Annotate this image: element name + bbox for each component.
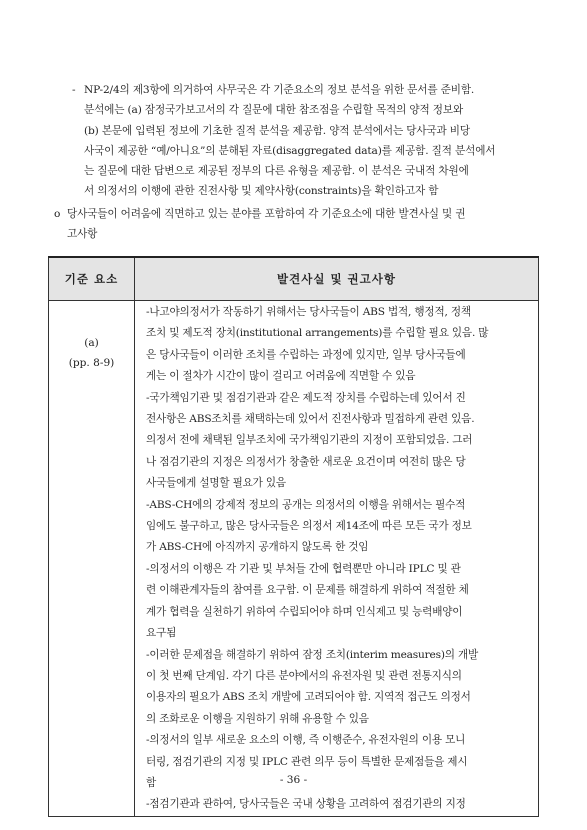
findings-line: 나 점검기관의 지정은 의정서가 창출한 새로운 요건이며 여전히 많은 당 (146, 455, 466, 468)
findings-line: 임에도 불구하고, 많은 당사국들은 의정서 제14조에 따른 모든 국가 정보 (146, 520, 472, 533)
findings-line: 이 첫 번째 단계임. 각기 다른 분야에서의 유전자원 및 관련 전통지식의 (146, 669, 462, 682)
intro-line: 분석에는 (a) 잠정국가보고서의 각 질문에 대한 참조점을 수립할 목적의 양적 정보와 (84, 104, 464, 117)
findings-line: -점검기관과 관하여, 당사국들은 국내 상황을 고려하여 점검기관의 지정 (146, 798, 466, 811)
intro-line: 사국이 제공한 “예/아니요”의 분해된 자료(disaggregated data)를 제공함. 질적 분석에서 (84, 144, 496, 157)
findings-line: 함 (146, 776, 157, 789)
criterion-cell (49, 301, 135, 817)
findings-line: -국가책임기관 및 점검기관과 같은 제도적 장치를 수립하는데 있어서 진 (146, 391, 466, 404)
intro-paragraph (72, 80, 534, 202)
findings-line: 요구됨 (146, 627, 177, 640)
findings-line: 가 ABS-CH에 아직까지 공개하지 않도록 한 것임 (146, 541, 369, 554)
dash-marker: - (72, 84, 76, 96)
bullet-marker: o (54, 208, 61, 220)
header-criterion: 기준 요소 (49, 257, 135, 301)
intro-line: (b) 본문에 입력된 정보에 기초한 질적 분석을 제공함. 양적 분석에서는 당사국과 비당 (84, 124, 470, 137)
findings-line: 련 이해관계자들의 참여를 요구함. 이 문제를 해결하게 위하여 적절한 체 (146, 584, 469, 597)
findings-line: -나고야의정서가 작동하기 위해서는 당사국들이 ABS 법적, 행정적, 정책 (146, 306, 471, 318)
findings-cell (135, 301, 539, 817)
findings-line: 조치 및 제도적 장치(institutional arrangements)를 수립할 필요 있음. 많 (146, 327, 489, 340)
findings-line: 계가 협력을 실천하기 위하여 수립되어야 하며 인식제고 및 능력배양이 (146, 605, 463, 618)
findings-line: -의정서의 이행은 각 기관 및 부처들 간에 협력뿐만 아니라 IPLC 및 관 (146, 562, 461, 575)
findings-line: 이용자의 필요가 ABS 조치 개발에 고려되어야 함. 지역적 접근도 의정서 (146, 691, 471, 704)
intro-line: NP-2/4의 제3항에 의거하여 사무국은 각 기준요소의 정보 분석을 위한 문서를 준비함. (84, 84, 475, 96)
findings-line: 전사항은 ABS조치를 채택하는데 있어서 진전사항과 밀접하게 관련 있음. (146, 413, 475, 426)
intro-line: 는 질문에 대한 답변으로 제공된 정부의 다른 유형을 제공함. 이 분석은 국내적 차원에 (84, 165, 469, 178)
page-number: - 36 - (279, 774, 308, 786)
findings-line: 게는 이 절차가 시간이 많이 걸리고 어려움에 직면할 수 있음 (146, 370, 416, 383)
findings-line: 의 조화로운 이행을 지원하기 위해 유용할 수 있음 (146, 712, 369, 725)
table-header-row (49, 257, 539, 301)
intro-first-line (72, 80, 534, 100)
bullet-line: 당사국들이 어려움에 직면하고 있는 분야를 포함하여 각 기준요소에 대한 발견사실 및 권 (67, 208, 466, 220)
findings-line: 은 당사국들이 이러한 조치를 수립하는 과정에 있지만, 일부 당사국들에 (146, 348, 466, 361)
findings-table (48, 256, 539, 817)
criterion-pages: (pp. 8-9) (68, 357, 115, 370)
bullet-heading (54, 204, 534, 245)
findings-line: 터링, 점검기관의 지정 및 IPLC 관련 의무 등이 특별한 문제점들을 제시 (146, 755, 468, 768)
bullet-first-line (54, 204, 534, 224)
findings-line: -이러한 문제점을 해결하기 위하여 잠정 조치(interim measures)의 개발 (146, 648, 479, 661)
findings-line: 사국들에게 설명할 필요가 있음 (146, 477, 286, 490)
criterion-label: (a) (84, 337, 99, 349)
findings-line: 의정서 전에 채택된 일부조치에 국가책임기관의 지정이 포함되었음. 그러 (146, 434, 473, 447)
findings-line: -의정서의 일부 새로운 요소의 이행, 즉 이행준수, 유전자원의 이용 모니 (146, 734, 466, 747)
header-findings: 발견사실 및 권고사항 (135, 257, 539, 301)
bullet-line: 고사항 (67, 228, 98, 241)
findings-line: -ABS-CH에의 강제적 정보의 공개는 의정서의 이행을 위해서는 필수적 (146, 498, 466, 511)
intro-line: 서 의정서의 이행에 관한 진전사항 및 제약사항(constraints)을 확인하고자 함 (84, 185, 439, 198)
table-row (49, 301, 539, 817)
